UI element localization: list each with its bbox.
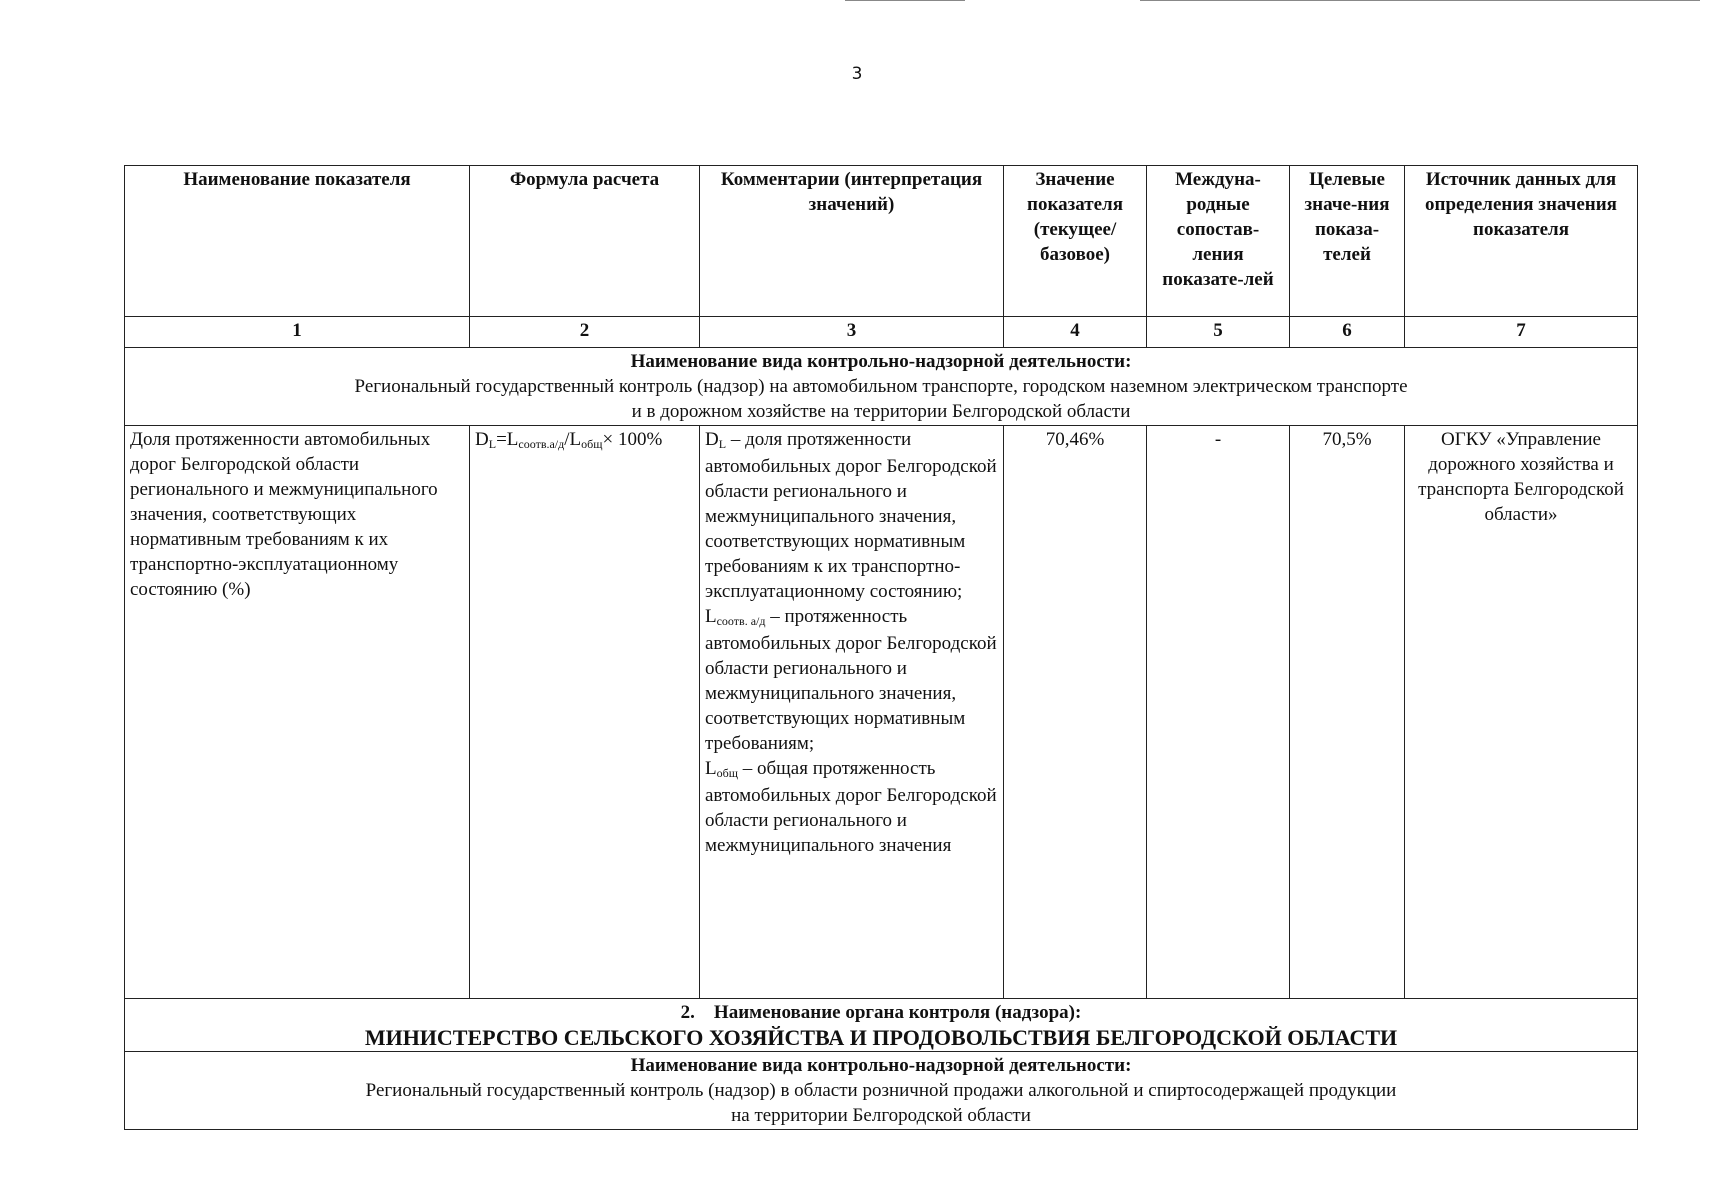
scan-edge-mark: [845, 0, 965, 1]
header-target: Целевые значе-ния показа-телей: [1290, 166, 1405, 317]
section-row: [125, 1052, 1638, 1130]
source-cell: ОГКУ «Управление дорожного хозяйства и транспорта Белгородской области»: [1405, 426, 1638, 999]
page-number: 3: [851, 64, 863, 84]
header-source: Источник данных для определения значения показателя: [1405, 166, 1638, 317]
comment-paragraph: $L_{общ}$ – общая протяженность автомобильных дорог Белгородской области регионального и межмуниципального значения: [705, 758, 997, 856]
header-value: Значение показателя (текущее/ базовое): [1004, 166, 1147, 317]
target-cell: 70,5%: [1290, 426, 1405, 999]
section-heading: Наименование вида контрольно-надзорной деятельности:: [630, 1055, 1132, 1076]
column-number: 5: [1147, 317, 1290, 348]
agency-row: [125, 999, 1638, 1052]
column-number: 3: [700, 317, 1004, 348]
value-cell: 70,46%: [1004, 426, 1147, 999]
formula-cell: $D_L=L_{соотв.а/д}/L_{общ}\times 100\%$: [470, 426, 700, 999]
section-heading: Наименование вида контрольно-надзорной деятельности:: [630, 351, 1132, 372]
header-comments: Комментарии (интерпретация значений): [700, 166, 1004, 317]
header-formula: Формула расчета: [470, 166, 700, 317]
scan-edge-mark: [1140, 0, 1700, 1]
indicator-table: [124, 165, 1638, 1130]
section-title-line: на территории Белгородской области: [731, 1105, 1031, 1126]
agency-heading: 2. Наименование органа контроля (надзора):: [680, 1002, 1082, 1023]
comment-paragraph: $D_L$ – доля протяженности автомобильных дорог Белгородской области регионального и межмуниципального значения, соответствующих нормативным требованиям к их транспортно-эксплуатационному состоянию;: [705, 429, 997, 602]
column-number: 1: [125, 317, 470, 348]
international-cell: -: [1147, 426, 1290, 999]
column-number-row: [125, 317, 1638, 348]
column-number: 7: [1405, 317, 1638, 348]
column-number: 6: [1290, 317, 1405, 348]
header-row: [125, 166, 1638, 317]
column-number: 2: [470, 317, 700, 348]
agency-name: МИНИСТЕРСТВО СЕЛЬСКОГО ХОЗЯЙСТВА И ПРОДОВОЛЬСТВИЯ БЕЛГОРОДСКОЙ ОБЛАСТИ: [364, 1025, 1398, 1050]
section-title-line: Региональный государственный контроль (надзор) на автомобильном транспорте, городском наземном электрическом транспорте: [354, 376, 1408, 397]
section-title-line: Региональный государственный контроль (надзор) в области розничной продажи алкогольной и спиртосодержащей продукции: [365, 1080, 1397, 1101]
comment-cell: [700, 426, 1004, 999]
table-row: [125, 426, 1638, 999]
header-international: Междуна-родные сопостав-ления показате-лей: [1147, 166, 1290, 317]
column-number: 4: [1004, 317, 1147, 348]
comment-paragraph: $L_{соотв. а/д}$ – протяженность автомобильных дорог Белгородской области регионального и межмуниципального значения, соответствующих нормативным требованиям;: [705, 606, 997, 754]
section-title-line: и в дорожном хозяйстве на территории Белгородской области: [631, 401, 1131, 422]
indicator-name-cell: Доля протяженности автомобильных дорог Белгородской области регионального и межмуниципального значения, соответствующих нормативным требованиям к их транспортно-эксплуатационному состоянию (%): [125, 426, 470, 999]
section-row: [125, 348, 1638, 426]
header-indicator-name: Наименование показателя: [125, 166, 470, 317]
